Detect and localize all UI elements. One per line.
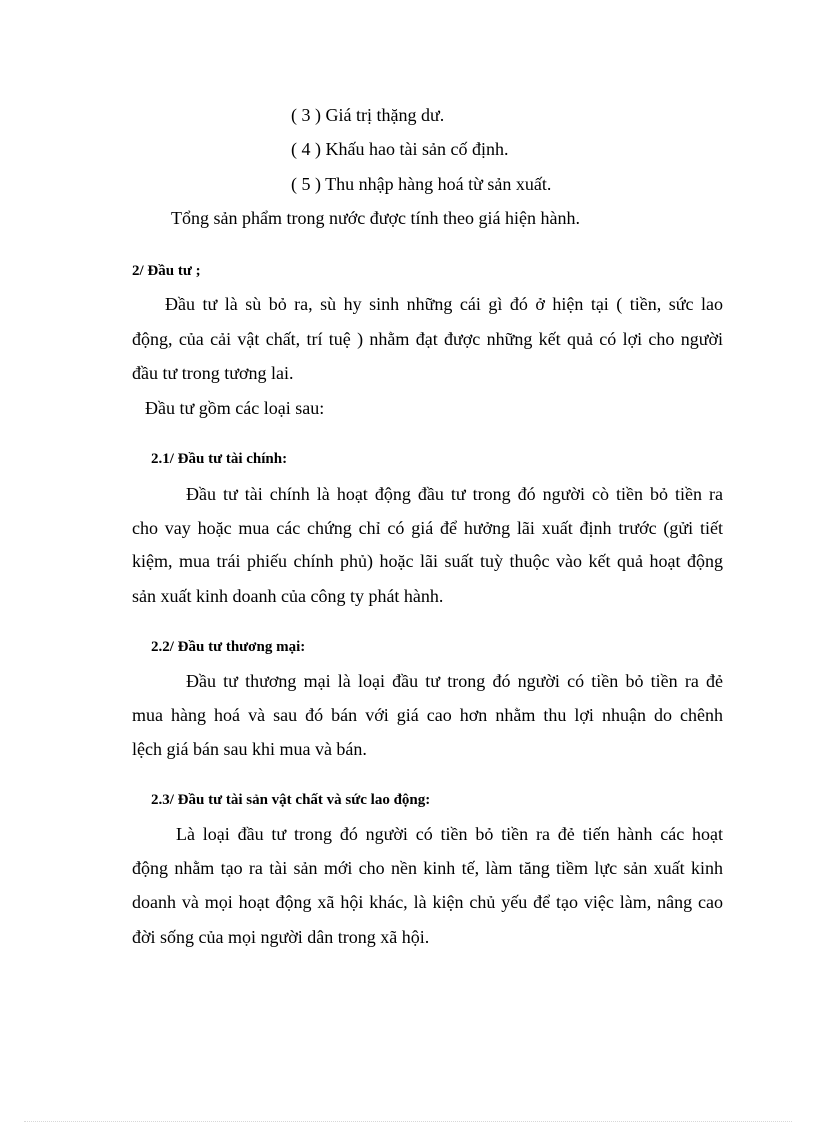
subsection-heading: 2.1/ Đầu tư tài chính: bbox=[151, 451, 288, 467]
paragraph-line: sản xuất kinh doanh của công ty phát hành. bbox=[132, 586, 444, 606]
types-intro: Đầu tư gồm các loại sau: bbox=[145, 398, 325, 418]
paragraph-line: đời sống của mọi người dân trong xã hội. bbox=[132, 927, 430, 947]
subsection-heading: 2.3/ Đầu tư tài sản vật chất và sức lao động: bbox=[151, 792, 431, 808]
paragraph-line: Là loại đầu tư trong đó người có tiền bỏ tiền ra đẻ tiến hành các hoạt bbox=[176, 824, 723, 844]
gdp-note: Tổng sản phẩm trong nước được tính theo giá hiện hành. bbox=[171, 208, 580, 228]
paragraph-line: lệch giá bán sau khi mua và bán. bbox=[132, 739, 367, 759]
paragraph-line: Đầu tư thương mại là loại đầu tư trong đó người có tiền bỏ tiền ra đẻ bbox=[186, 671, 723, 691]
subsection-heading: 2.2/ Đầu tư thương mại: bbox=[151, 639, 306, 655]
list-item-5: ( 5 ) Thu nhập hàng hoá từ sản xuất. bbox=[291, 174, 552, 194]
paragraph-line: đầu tư trong tương lai. bbox=[132, 363, 294, 383]
list-item-3: ( 3 ) Giá trị thặng dư. bbox=[291, 105, 445, 125]
paragraph-line: Đầu tư tài chính là hoạt động đầu tư trong đó người cò tiền bỏ tiền ra bbox=[186, 484, 723, 504]
paragraph-line: mua hàng hoá và sau đó bán với giá cao hơn nhằm thu lợi nhuận do chênh bbox=[132, 705, 723, 725]
paragraph-line: cho vay hoặc mua các chứng chỉ có giá để hưởng lãi xuất định trước (gửi tiết bbox=[132, 518, 723, 538]
paragraph-line: kiệm, mua trái phiếu chính phủ) hoặc lãi suất tuỳ thuộc vào kết quả hoạt động bbox=[132, 551, 723, 571]
paragraph-line: doanh và mọi hoạt động xã hội khác, là kiện chủ yếu để tạo việc làm, nâng cao bbox=[132, 892, 723, 912]
section-heading: 2/ Đầu tư ; bbox=[132, 263, 201, 279]
list-item-4: ( 4 ) Khấu hao tài sản cố định. bbox=[291, 139, 509, 159]
paragraph-line: động, của cải vật chất, trí tuệ ) nhằm đạt được những kết quả có lợi cho người bbox=[132, 329, 723, 349]
page-bottom-divider bbox=[24, 1121, 792, 1122]
paragraph-line: động nhằm tạo ra tài sản mới cho nền kinh tế, làm tăng tiềm lực sản xuất kinh bbox=[132, 858, 723, 878]
paragraph-line: Đầu tư là sù bỏ ra, sù hy sinh những cái gì đó ở hiện tại ( tiền, sức lao bbox=[165, 294, 723, 314]
